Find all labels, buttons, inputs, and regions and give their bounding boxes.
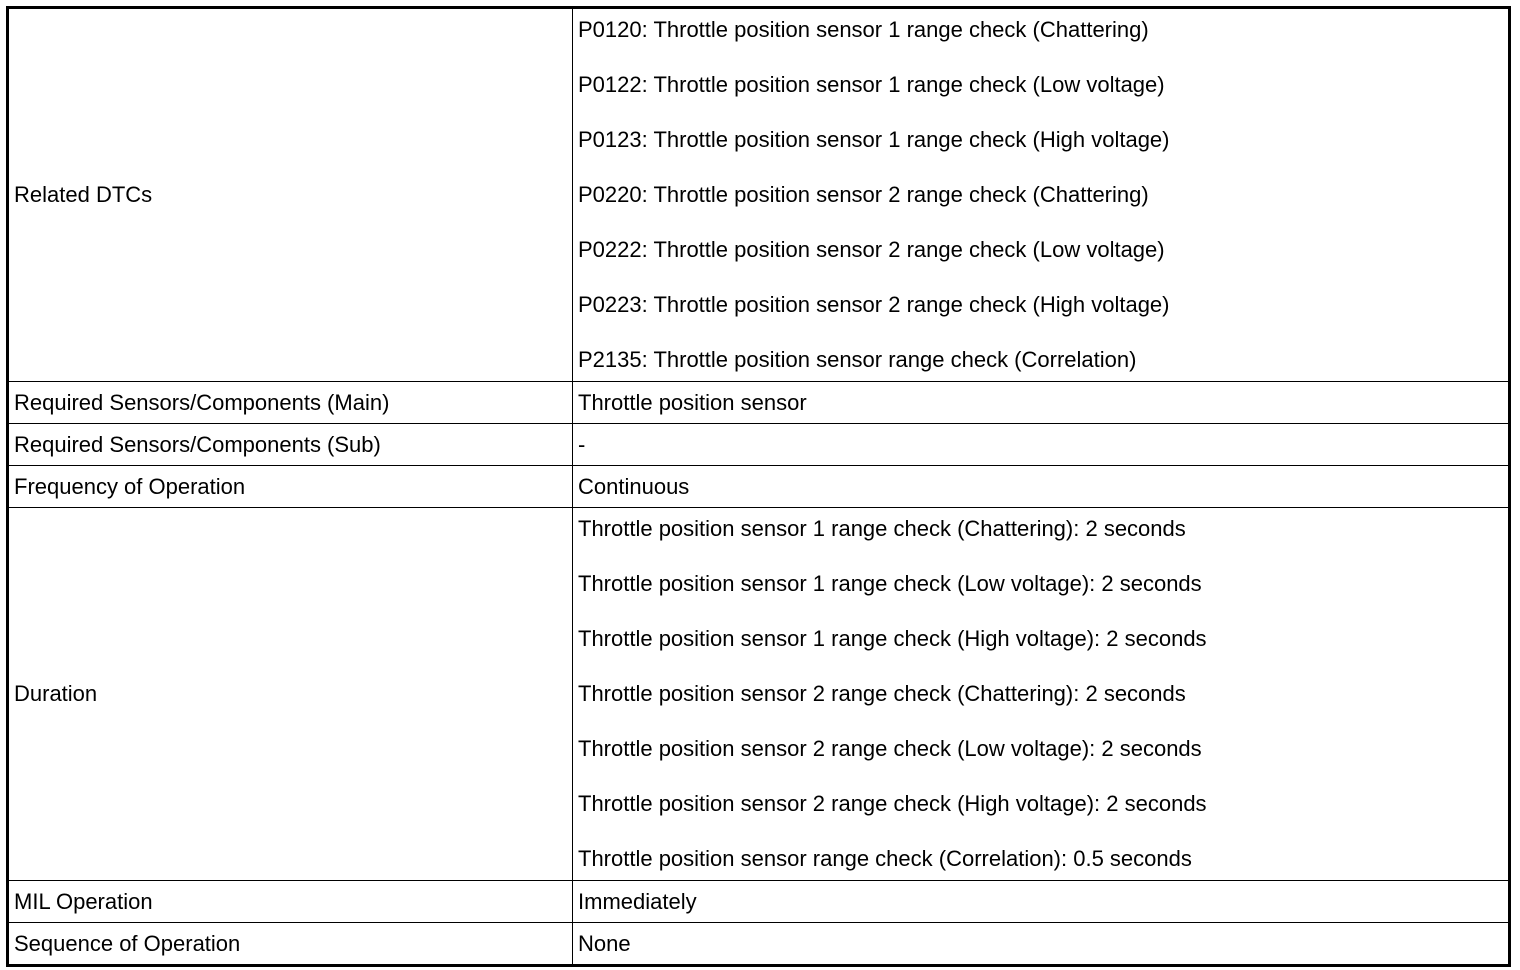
dtc-entry: P0120: Throttle position sensor 1 range check (Chattering) [578,17,1149,42]
row-label: Duration [8,508,573,881]
duration-entry: Throttle position sensor 2 range check (Low voltage): 2 seconds [578,736,1202,761]
row-label: Frequency of Operation [8,466,573,508]
monitor-spec-table [6,6,1511,967]
row-related-dtcs [8,8,1510,382]
row-mil-operation [8,881,1510,923]
row-value: - [573,424,1510,466]
dtc-entry: P0223: Throttle position sensor 2 range check (High voltage) [578,292,1170,317]
row-value: None [573,923,1510,966]
duration-entry: Throttle position sensor 2 range check (High voltage): 2 seconds [578,791,1207,816]
duration-entry: Throttle position sensor 1 range check (Low voltage): 2 seconds [578,571,1202,596]
row-label: MIL Operation [8,881,573,923]
row-duration [8,508,1510,881]
row-label: Sequence of Operation [8,923,573,966]
row-value-cell [573,508,1510,881]
row-label: Related DTCs [8,8,573,382]
dtc-entry: P0222: Throttle position sensor 2 range check (Low voltage) [578,237,1165,262]
row-label: Required Sensors/Components (Sub) [8,424,573,466]
row-required-sub [8,424,1510,466]
row-value: Throttle position sensor [573,382,1510,424]
row-value: Continuous [573,466,1510,508]
duration-entry: Throttle position sensor 1 range check (Chattering): 2 seconds [578,516,1186,541]
duration-entry: Throttle position sensor 1 range check (High voltage): 2 seconds [578,626,1207,651]
duration-entry: Throttle position sensor 2 range check (Chattering): 2 seconds [578,681,1186,706]
dtc-entry: P0123: Throttle position sensor 1 range check (High voltage) [578,127,1170,152]
row-sequence [8,923,1510,966]
dtc-entry: P0122: Throttle position sensor 1 range check (Low voltage) [578,72,1165,97]
row-frequency [8,466,1510,508]
duration-entry: Throttle position sensor range check (Correlation): 0.5 seconds [578,846,1192,871]
row-value: Immediately [573,881,1510,923]
row-required-main [8,382,1510,424]
row-label: Required Sensors/Components (Main) [8,382,573,424]
dtc-entry: P2135: Throttle position sensor range check (Correlation) [578,347,1137,372]
dtc-entry: P0220: Throttle position sensor 2 range check (Chattering) [578,182,1149,207]
row-value-cell [573,8,1510,382]
